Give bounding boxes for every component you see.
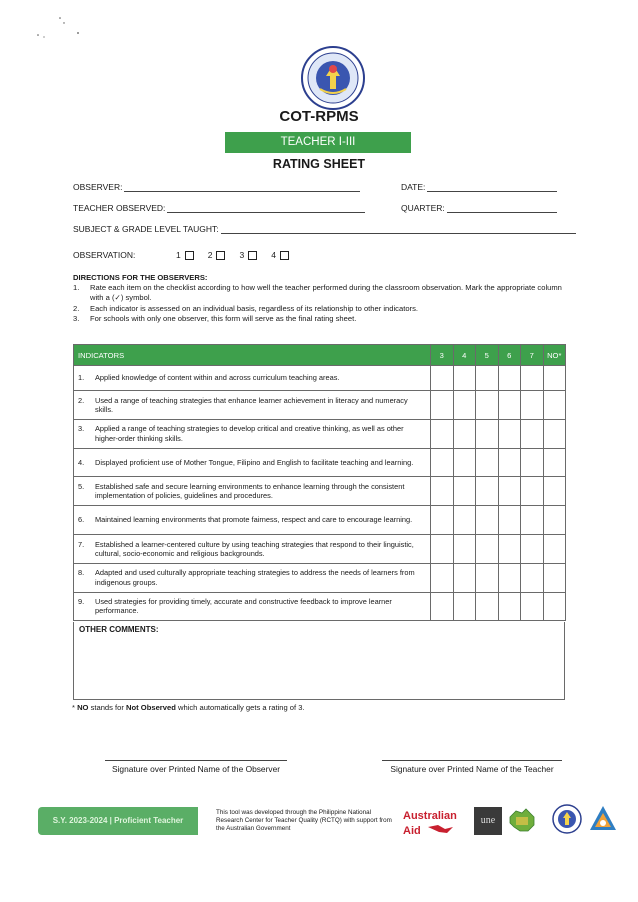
rating-cell[interactable]	[431, 592, 454, 621]
rating-cell[interactable]	[453, 419, 476, 448]
other-comments-box[interactable]	[73, 622, 565, 700]
rating-cell[interactable]	[543, 563, 566, 592]
rating-cell[interactable]	[431, 477, 454, 506]
rating-cell[interactable]	[431, 448, 454, 477]
rating-cell[interactable]	[431, 366, 454, 391]
indicator-number: 1.	[78, 373, 85, 383]
observer-field[interactable]	[73, 182, 360, 192]
rating-cell[interactable]	[521, 391, 544, 420]
rating-cell[interactable]	[543, 391, 566, 420]
rating-cell[interactable]	[543, 506, 566, 535]
position-banner: TEACHER I-III	[225, 132, 411, 153]
rating-cell[interactable]	[498, 592, 521, 621]
observer-signature-label: Signature over Printed Name of the Observer	[105, 760, 287, 774]
rating-cell[interactable]	[476, 592, 499, 621]
footnote-prefix: *	[72, 703, 78, 712]
rating-cell[interactable]	[453, 592, 476, 621]
rating-cell[interactable]	[521, 563, 544, 592]
une-logo: une	[474, 807, 502, 835]
rating-cell[interactable]	[498, 506, 521, 535]
directions-heading: DIRECTIONS FOR THE OBSERVERS:	[73, 273, 208, 282]
checkbox[interactable]	[248, 251, 257, 260]
indicator-row	[74, 534, 566, 563]
rating-cell[interactable]	[453, 448, 476, 477]
rating-cell[interactable]	[476, 506, 499, 535]
rating-cell[interactable]	[453, 477, 476, 506]
australia-map-icon	[506, 805, 538, 837]
indicator-content	[78, 597, 426, 616]
rating-cell[interactable]	[476, 448, 499, 477]
rating-cell[interactable]	[521, 506, 544, 535]
indicator-text: Displayed proficient use of Mother Tongue, Filipino and English to facilitate teaching and learning.	[95, 457, 414, 467]
rating-cell[interactable]	[498, 419, 521, 448]
rating-cell[interactable]	[453, 391, 476, 420]
observation-row	[73, 250, 303, 260]
direction-number: 2.	[73, 303, 80, 313]
footnote	[72, 703, 305, 712]
rating-cell[interactable]	[498, 477, 521, 506]
observer-signature[interactable]	[105, 760, 287, 774]
observation-option-3[interactable]	[239, 250, 257, 260]
indicator-row	[74, 592, 566, 621]
indicator-row	[74, 477, 566, 506]
indicator-text-cell	[74, 477, 431, 506]
indicator-text: Established safe and secure learning environments to enhance learning through the consistent implementation of policies, guidelines and procedures.	[95, 481, 405, 501]
indicator-number: 6.	[78, 515, 85, 525]
rating-col-3: 3	[431, 345, 454, 366]
subject-grade-field[interactable]	[73, 224, 576, 234]
direction-item	[73, 304, 573, 314]
indicator-text: Established a learner-centered culture by using teaching strategies that respond to their linguistic, cultural, socio-economic and religious backgrounds.	[95, 539, 414, 558]
indicator-text: Maintained learning environments that promote fairness, respect and care to encourage learning.	[95, 515, 413, 525]
indicator-text: Adapted and used culturally appropriate teaching strategies to address the needs of learners from indigenous groups.	[95, 568, 415, 587]
rating-cell[interactable]	[498, 366, 521, 391]
rating-cell[interactable]	[521, 419, 544, 448]
indicator-row	[74, 366, 566, 391]
indicator-content	[78, 424, 426, 443]
direction-item	[73, 283, 573, 303]
indicator-number: 5.	[78, 481, 85, 491]
teacher-observed-field[interactable]	[73, 203, 365, 213]
teacher-observed-line[interactable]	[167, 203, 365, 213]
school-year-badge: S.Y. 2023-2024 | Proficient Teacher	[38, 807, 198, 835]
indicator-text: Used a range of teaching strategies that enhance learner achievement in literacy and numeracy skills.	[95, 395, 408, 414]
option-number: 2	[207, 250, 213, 260]
rating-cell[interactable]	[521, 448, 544, 477]
quarter-line[interactable]	[447, 203, 557, 213]
indicator-text-cell	[74, 563, 431, 592]
rating-cell[interactable]	[498, 563, 521, 592]
document-title: COT-RPMS	[279, 108, 359, 125]
rating-col-4: 4	[453, 345, 476, 366]
ausaid-line1: Australian	[403, 810, 457, 822]
checkbox[interactable]	[185, 251, 194, 260]
rating-cell[interactable]	[476, 477, 499, 506]
indicator-text-cell	[74, 391, 431, 420]
rating-cell[interactable]	[476, 534, 499, 563]
rating-col-no: NO*	[543, 345, 566, 366]
rating-cell[interactable]	[476, 419, 499, 448]
rating-cell[interactable]	[543, 419, 566, 448]
rating-cell[interactable]	[498, 391, 521, 420]
indicator-number: 2.	[78, 395, 85, 405]
direction-item	[73, 314, 573, 324]
observation-label: OBSERVATION:	[73, 250, 136, 260]
subject-grade-label: SUBJECT & GRADE LEVEL TAUGHT:	[73, 224, 219, 234]
indicator-text-cell	[74, 448, 431, 477]
observer-label: OBSERVER:	[73, 182, 123, 192]
teacher-signature-label: Signature over Printed Name of the Teacher	[382, 760, 562, 774]
indicator-content	[78, 568, 426, 587]
rating-cell[interactable]	[431, 419, 454, 448]
observation-option-2[interactable]	[208, 250, 226, 260]
rating-sheet-title: RATING SHEET	[272, 157, 366, 171]
rating-cell[interactable]	[543, 448, 566, 477]
rating-col-7: 7	[521, 345, 544, 366]
option-number: 4	[271, 250, 276, 260]
checkbox[interactable]	[216, 251, 225, 260]
indicator-text: Applied a range of teaching strategies to develop critical and creative thinking, as well as other higher-order thinking skills.	[95, 424, 404, 443]
indicator-content	[78, 482, 426, 501]
indicator-row	[74, 506, 566, 535]
rating-col-6: 6	[498, 345, 521, 366]
observation-option-4[interactable]	[271, 250, 289, 260]
subject-grade-line[interactable]	[221, 224, 576, 234]
rating-cell[interactable]	[543, 534, 566, 563]
option-number: 1	[176, 250, 181, 260]
directions-list	[73, 283, 573, 324]
indicator-number: 9.	[78, 597, 85, 607]
indicators-header: INDICATORS	[74, 345, 431, 366]
indicator-text-cell	[74, 592, 431, 621]
rating-cell[interactable]	[543, 366, 566, 391]
footnote-no: NO	[77, 703, 89, 712]
rating-cell[interactable]	[453, 366, 476, 391]
teacher-signature[interactable]	[382, 760, 562, 774]
option-number: 3	[239, 250, 245, 260]
footnote-mid: stands for	[88, 703, 127, 712]
rating-cell[interactable]	[476, 563, 499, 592]
rating-cell[interactable]	[521, 592, 544, 621]
indicator-content	[78, 540, 426, 559]
indicator-row	[74, 419, 566, 448]
indicator-content	[78, 515, 426, 524]
rating-cell[interactable]	[453, 534, 476, 563]
indicator-number: 8.	[78, 568, 85, 578]
rating-cell[interactable]	[543, 477, 566, 506]
date-label: DATE:	[401, 182, 426, 192]
rating-cell[interactable]	[431, 563, 454, 592]
indicator-content	[78, 458, 426, 467]
rating-cell[interactable]	[431, 391, 454, 420]
rctq-logo-icon	[588, 804, 618, 834]
rating-cell[interactable]	[431, 534, 454, 563]
rating-cell[interactable]	[431, 506, 454, 535]
indicator-text-cell	[74, 419, 431, 448]
rating-col-5: 5	[476, 345, 499, 366]
indicator-row	[74, 448, 566, 477]
indicator-number: 3.	[78, 424, 85, 434]
date-line[interactable]	[427, 182, 557, 192]
rating-cell[interactable]	[543, 592, 566, 621]
quarter-field[interactable]	[401, 203, 557, 213]
indicator-content	[78, 373, 426, 382]
indicator-text: Used strategies for providing timely, accurate and constructive feedback to improve learner performance.	[95, 597, 392, 616]
rating-cell[interactable]	[453, 563, 476, 592]
rating-cell[interactable]	[521, 366, 544, 391]
credit-text: This tool was developed through the Philippine National Research Center for Teacher Quality (RCTQ) with support from the Australian Government	[216, 809, 392, 832]
footnote-not-observed: Not Observed	[126, 703, 176, 712]
direction-number: 3.	[73, 313, 80, 323]
quarter-label: QUARTER:	[401, 203, 445, 213]
direction-text: For schools with only one observer, this form will serve as the final rating sheet.	[90, 313, 357, 323]
checkbox[interactable]	[280, 251, 289, 260]
directions-block	[73, 273, 573, 324]
indicator-content	[78, 396, 426, 415]
deped-seal-icon	[300, 45, 366, 111]
date-field[interactable]	[401, 182, 557, 192]
footnote-suffix: which automatically gets a rating of 3.	[175, 703, 305, 712]
indicator-number: 4.	[78, 457, 85, 467]
indicator-row	[74, 391, 566, 420]
indicator-text-cell	[74, 366, 431, 391]
indicator-text-cell	[74, 534, 431, 563]
rating-cell[interactable]	[476, 366, 499, 391]
rating-cell[interactable]	[521, 534, 544, 563]
direction-number: 1.	[73, 283, 80, 293]
rating-cell[interactable]	[453, 506, 476, 535]
observer-line[interactable]	[124, 182, 360, 192]
direction-text: Rate each item on the checklist according to how well the teacher performed during the classroom observation. Mark the appropriate column with a (✓) symbol.	[90, 283, 562, 303]
other-comments-label: OTHER COMMENTS:	[79, 625, 159, 634]
rating-cell[interactable]	[498, 448, 521, 477]
indicator-text-cell	[74, 506, 431, 535]
indicator-text: Applied knowledge of content within and across curriculum teaching areas.	[95, 373, 340, 383]
rating-cell[interactable]	[498, 534, 521, 563]
australian-aid-logo	[403, 807, 463, 839]
ausaid-line2: Aid	[403, 825, 421, 837]
teacher-observed-label: TEACHER OBSERVED:	[73, 203, 166, 213]
indicator-row	[74, 563, 566, 592]
rating-cell[interactable]	[521, 477, 544, 506]
indicator-number: 7.	[78, 539, 85, 549]
scan-specks	[28, 15, 88, 43]
observation-option-1[interactable]	[176, 250, 194, 260]
rating-cell[interactable]	[476, 391, 499, 420]
table-header-row	[74, 345, 566, 366]
deped-small-seal-icon	[552, 804, 582, 834]
direction-text: Each indicator is assessed on an individual basis, regardless of its relationship to other indicators.	[90, 303, 418, 313]
indicators-table	[73, 344, 566, 621]
